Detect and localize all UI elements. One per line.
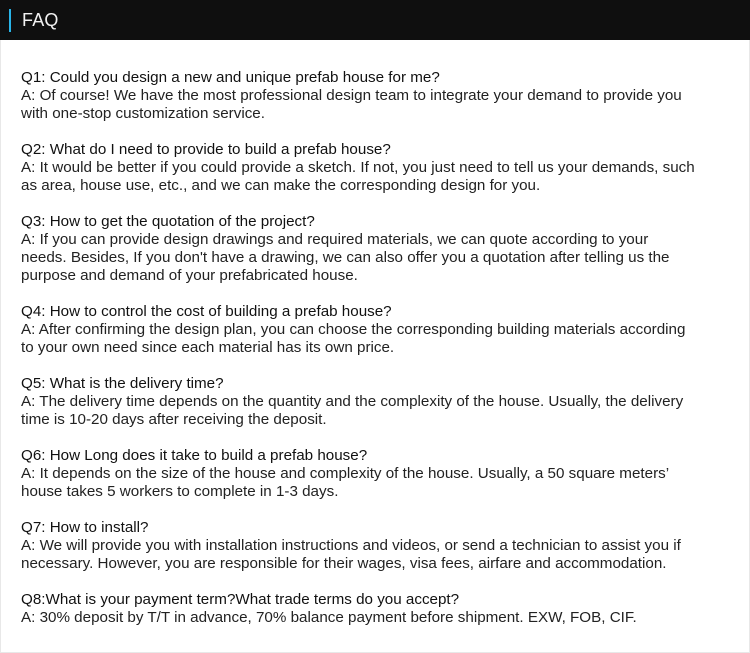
faq-spacer	[21, 573, 733, 591]
faq-item-q7	[21, 519, 733, 573]
faq-header-bar	[0, 0, 750, 40]
header-accent-stripe	[9, 9, 11, 32]
faq-spacer	[21, 429, 733, 447]
faq-question: Q2: What do I need to provide to build a prefab house?	[21, 141, 391, 158]
faq-item-q6	[21, 447, 733, 501]
faq-answer: A: If you can provide design drawings and required materials, we can quote according to your needs. Besides, If you don't have a drawing, we can also offer you a quotation after telling us the purpose and demand of your prefabricated house.	[21, 231, 670, 284]
faq-question: Q8:What is your payment term?What trade terms do you accept?	[21, 591, 460, 608]
faq-answer: A: It would be better if you could provide a sketch. If not, you just need to tell us your demands, such as area, house use, etc., and we can make the corresponding design for you.	[21, 159, 695, 194]
faq-spacer	[21, 501, 733, 519]
faq-list	[21, 69, 733, 627]
faq-answer: A: It depends on the size of the house and complexity of the house. Usually, a 50 square meters’ house takes 5 workers to complete in 1-3 days.	[21, 465, 670, 500]
faq-item-q3	[21, 213, 733, 285]
faq-spacer	[21, 123, 733, 141]
faq-question: Q7: How to install?	[21, 519, 149, 536]
faq-answer: A: After confirming the design plan, you can choose the corresponding building materials according to your own need since each material has its own price.	[21, 321, 686, 356]
faq-item-q4	[21, 303, 733, 357]
faq-answer: A: 30% deposit by T/T in advance, 70% balance payment before shipment. EXW, FOB, CIF.	[21, 609, 637, 626]
faq-question: Q4: How to control the cost of building a prefab house?	[21, 303, 392, 320]
faq-question: Q3: How to get the quotation of the project?	[21, 213, 315, 230]
faq-question: Q5: What is the delivery time?	[21, 375, 224, 392]
faq-answer: A: We will provide you with installation instructions and videos, or send a technician to assist you if necessary. However, you are responsible for their wages, visa fees, airfare and accommodation.	[21, 537, 681, 572]
faq-question: Q6: How Long does it take to build a prefab house?	[21, 447, 368, 464]
faq-answer: A: The delivery time depends on the quantity and the complexity of the house. Usually, the delivery time is 10-20 days after receiving the deposit.	[21, 393, 684, 428]
page-title: FAQ	[22, 10, 59, 30]
faq-question: Q1: Could you design a new and unique prefab house for me?	[21, 69, 440, 86]
faq-spacer	[21, 285, 733, 303]
faq-item-q5	[21, 375, 733, 429]
faq-item-q2	[21, 141, 733, 195]
faq-spacer	[21, 195, 733, 213]
faq-spacer	[21, 357, 733, 375]
faq-item-q8	[21, 591, 733, 627]
faq-answer: A: Of course! We have the most professional design team to integrate your demand to provide you with one-stop customization service.	[21, 87, 682, 122]
faq-item-q1	[21, 69, 733, 123]
